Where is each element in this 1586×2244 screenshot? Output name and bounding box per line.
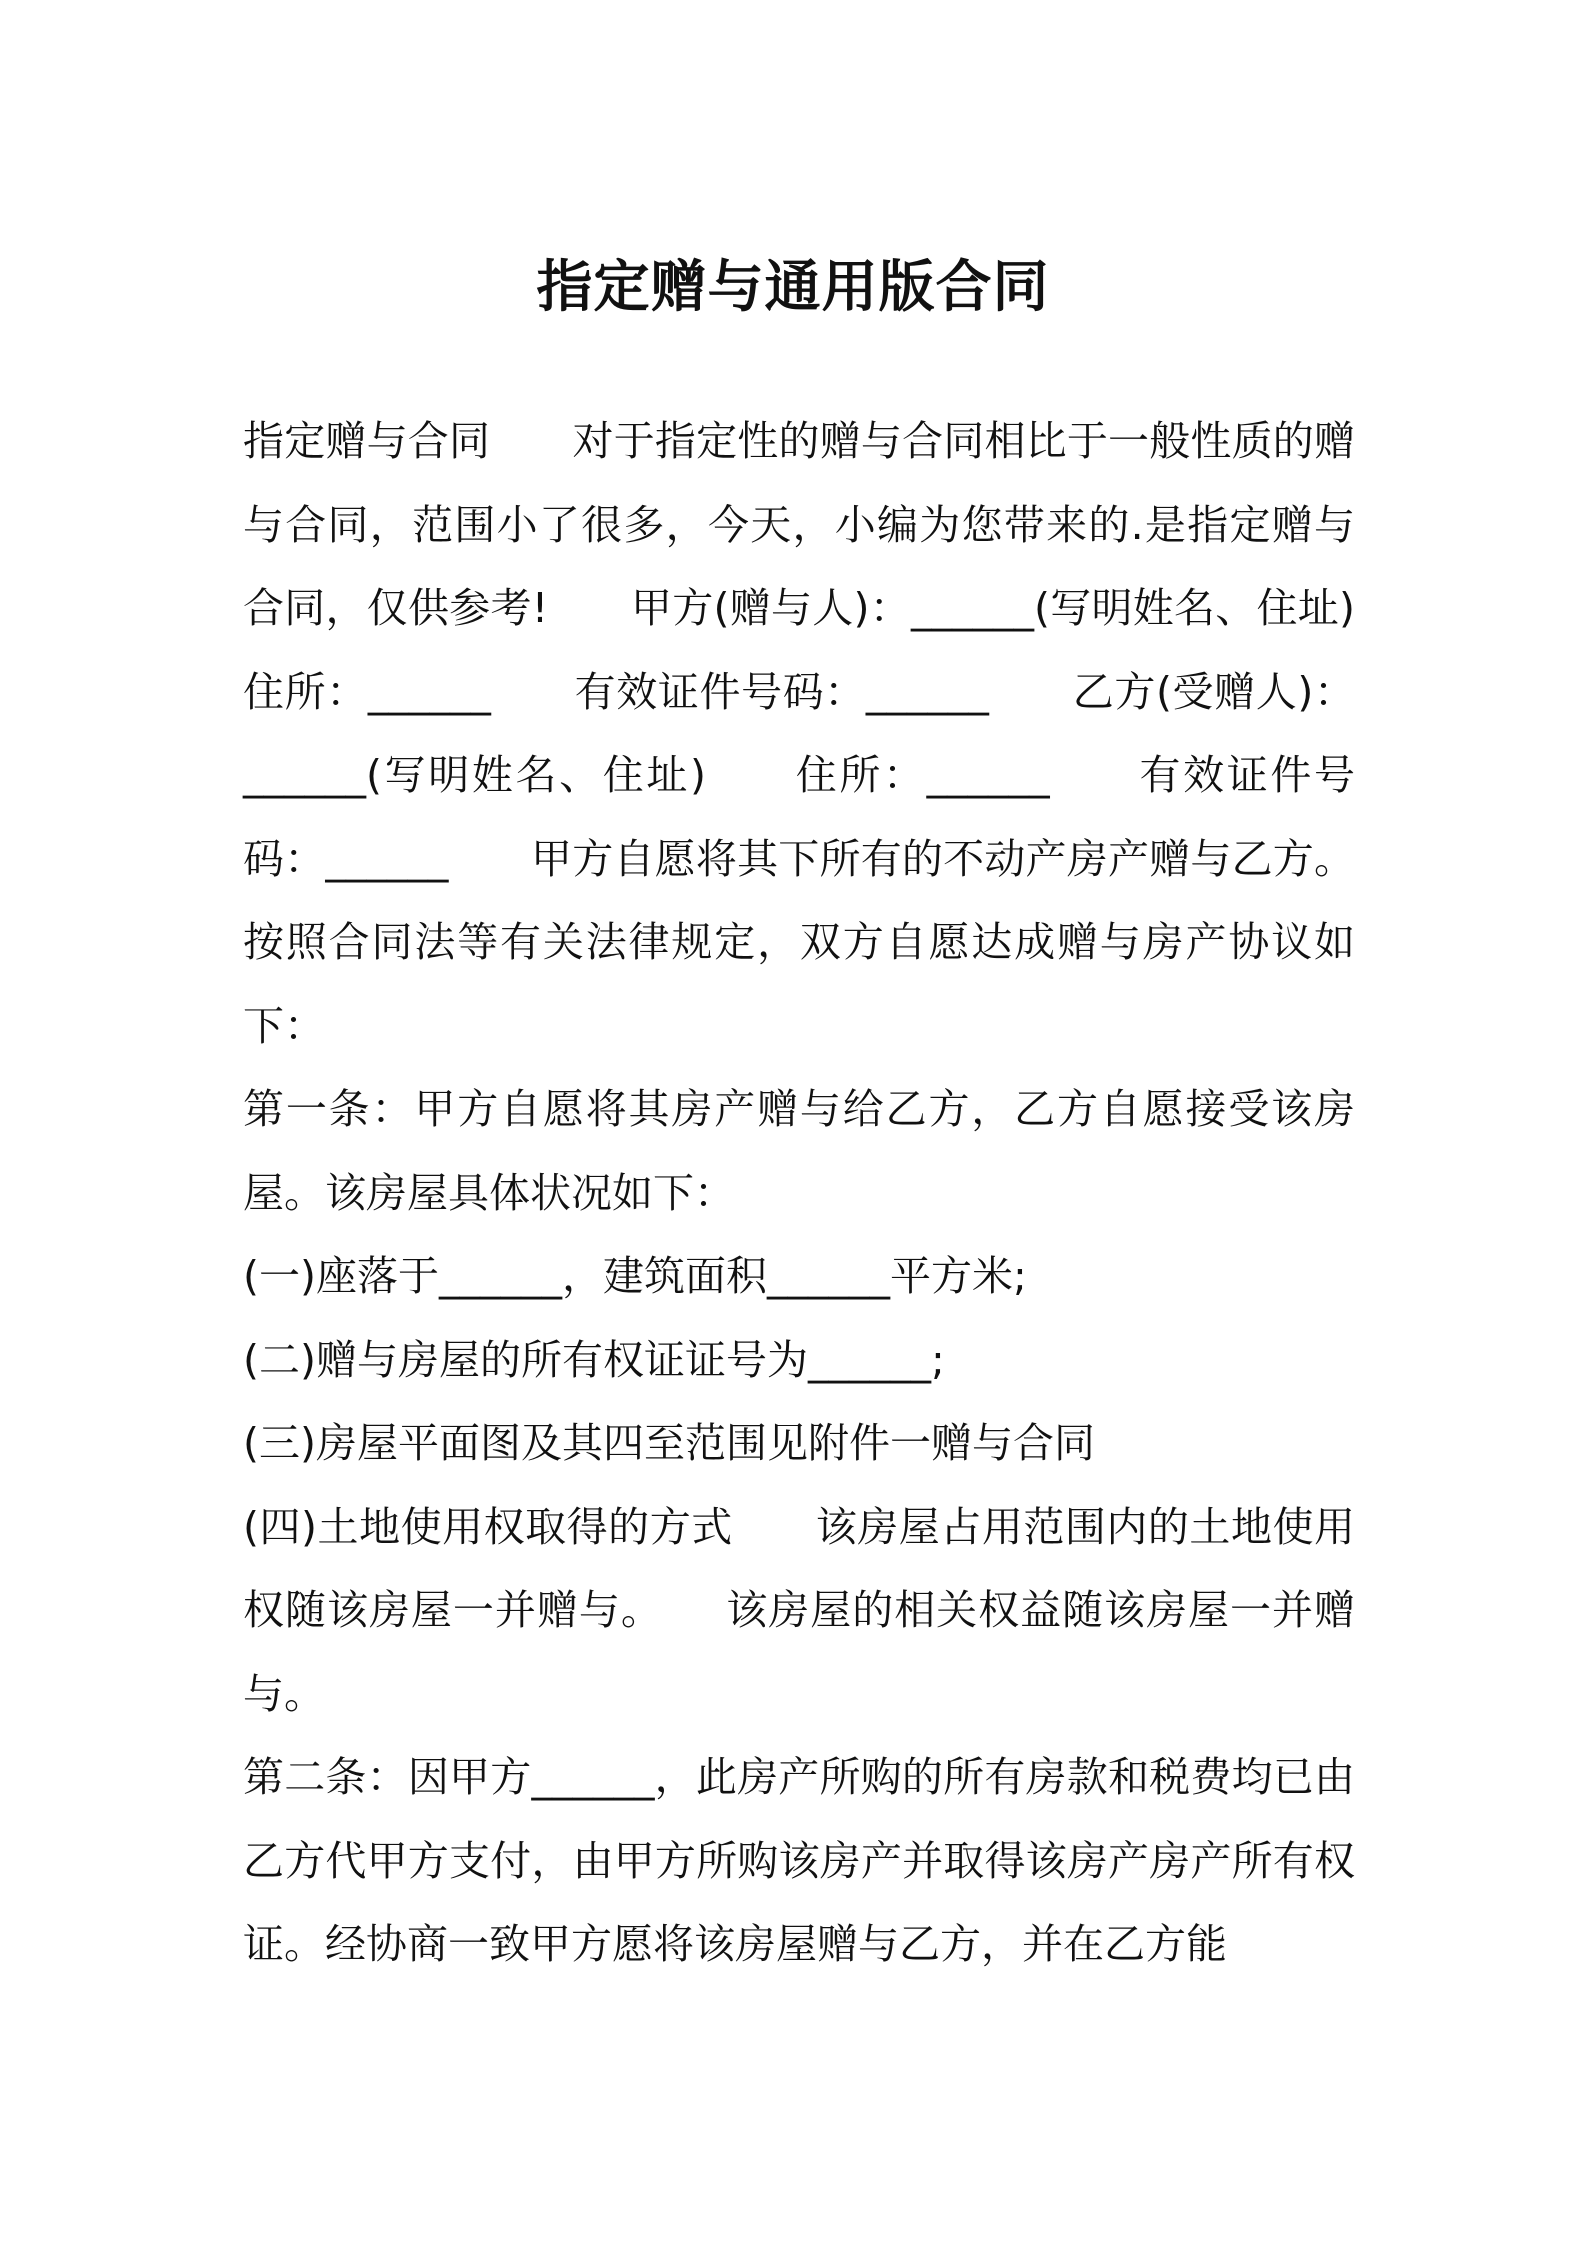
document-body: [243, 400, 1355, 1987]
paragraph-item-1: (一)座落于______，建筑面积______平方米;: [243, 1252, 1027, 1300]
paragraph-item-2: (二)赠与房屋的所有权证证号为______;: [243, 1335, 945, 1384]
paragraph-intro: 指定赠与合同 对于指定性的赠与合同相比于一般性质的赠与合同，范围小了很多，今天，小编为您带来的.是指定赠与合同，仅供参考! 甲方(赠与人)：______(写明姓名、住址)住所：______ 有效证件号码：______ 乙方(受赠人)：______(写明姓名、住址) 住所：______ 有效证件号码：______ 甲方自愿将其下所有的不动产房产赠与乙方。按照合同法等有关法律规定，双方自愿达成赠与房产协议如下：: [243, 417, 1355, 1050]
paragraph-article-1: 第一条：甲方自愿将其房产赠与给乙方，乙方自愿接受该房屋。该房屋具体状况如下：: [243, 1085, 1355, 1217]
paragraph-item-3: (三)房屋平面图及其四至范围见附件一赠与合同: [243, 1419, 1095, 1467]
paragraph-article-2: 第二条：因甲方______，此房产所购的所有房款和税费均已由乙方代甲方支付，由甲方所购该房产并取得该房产房产所有权证。经协商一致甲方愿将该房屋赠与乙方，并在乙方能: [243, 1753, 1355, 1968]
paragraph-item-4: (四)土地使用权取得的方式 该房屋占用范围内的土地使用权随该房屋一并赠与。 该房屋的相关权益随该房屋一并赠与。: [243, 1502, 1355, 1718]
document-title: 指定赠与通用版合同: [536, 255, 1050, 320]
